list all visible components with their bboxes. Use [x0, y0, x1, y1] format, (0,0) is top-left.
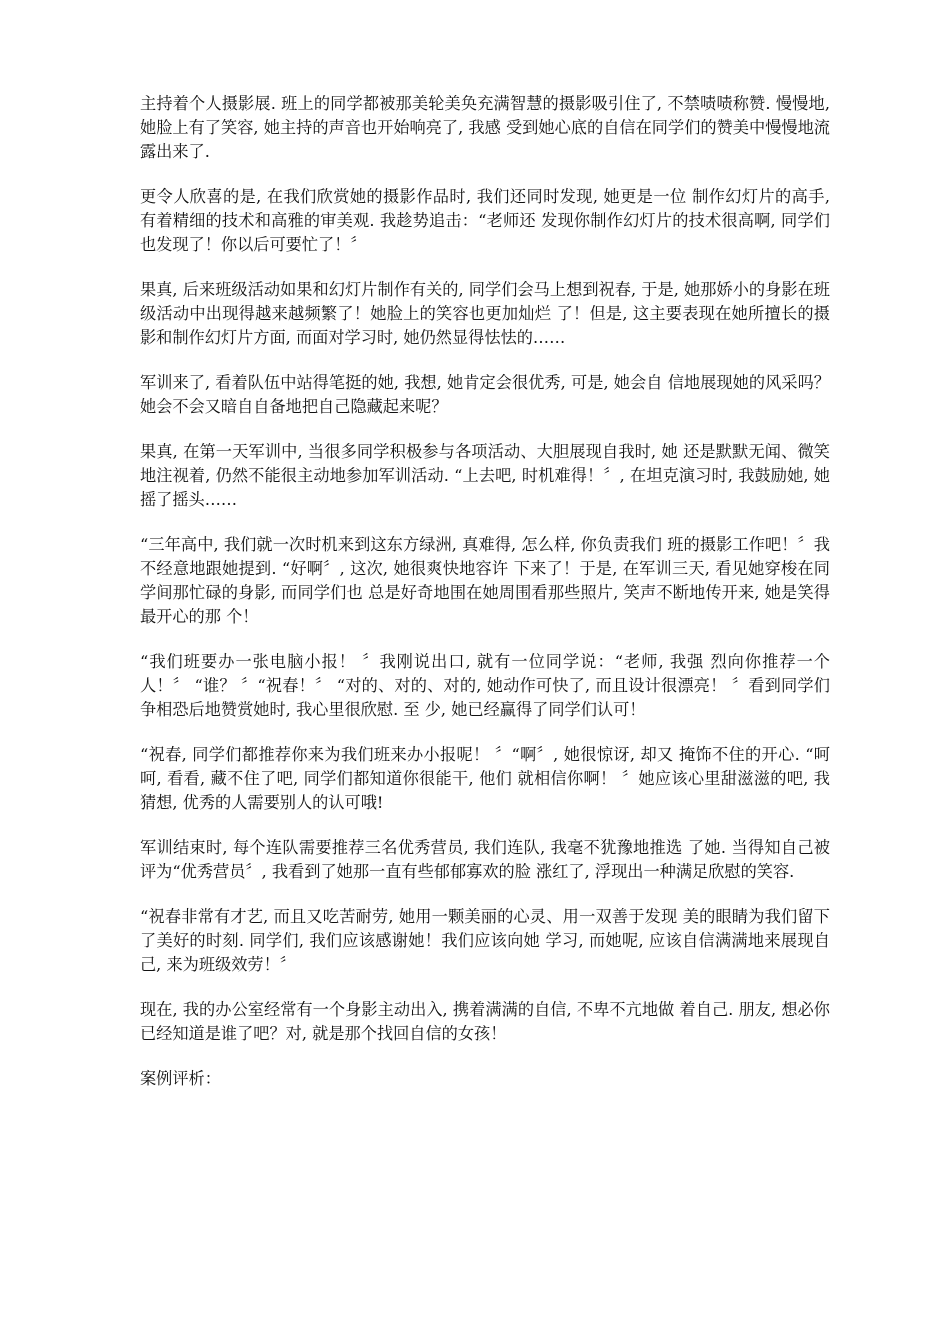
- paragraph: 更令人欣喜的是, 在我们欣赏她的摄影作品时, 我们还同时发现, 她更是一位 制作幻灯片的高手, 有着精细的技术和高雅的审美观. 我趁势追击：“老师还 发现你制作幻灯片的技术很高啊, 同学们也发现了！你以后可要忙了！〞: [140, 187, 830, 254]
- paragraph: “我们班要办一张电脑小报！ 〞我刚说出口, 就有一位同学说：“老师, 我强 烈向你推荐一个人！〞 “谁？ 〞“祝春！〞 “对的、对的、对的, 她动作可快了, 而且设计很漂亮！ 〞看到同学们争相恐后地赞赏她时, 我心里很欣慰. 至 少, 她已经赢得了同学们认可！: [140, 652, 830, 719]
- paragraph: “三年高中, 我们就一次时机来到这东方绿洲, 真难得, 怎么样, 你负责我们 班的摄影工作吧！〞我不经意地跟她提到. “好啊〞, 这次, 她很爽快地容许 下来了！于是, 在军训三天, 看见她穿梭在同学间那忙碌的身影, 而同学们也 总是好奇地围在她周围看那些照片, 笑声不断地传开来, 她是笑得最开心的那 个！: [140, 535, 830, 626]
- paragraph: 现在, 我的办公室经常有一个身影主动出入, 携着满满的自信, 不卑不亢地做 着自己. 朋友, 想必你已经知道是谁了吧？对, 就是那个找回自信的女孩！: [140, 1000, 830, 1043]
- paragraph: 军训结束时, 每个连队需要推荐三名优秀营员, 我们连队, 我毫不犹豫地推选 了她. 当得知自己被评为“优秀营员〞, 我看到了她那一直有些郁郁寡欢的脸 涨红了, 浮现出一种满足欣慰的笑容.: [140, 838, 830, 881]
- paragraph: “祝春, 同学们都推荐你来为我们班来办小报呢！ 〞“啊〞, 她很惊讶, 却又 掩饰不住的开心. “呵呵, 看看, 藏不住了吧, 同学们都知道你很能干, 他们 就相信你啊！ 〞她应该心里甜滋滋的吧, 我猜想, 优秀的人需要别人的认可哦!: [140, 745, 830, 812]
- document-body: [140, 92, 830, 1091]
- paragraph: 军训来了, 看着队伍中站得笔挺的她, 我想, 她肯定会很优秀, 可是, 她会自 信地展现她的风采吗？她会不会又暗自自备地把自己隐藏起来呢？: [140, 373, 830, 416]
- section-heading: 案例评析：: [140, 1069, 221, 1088]
- paragraph: 主持着个人摄影展. 班上的同学都被那美轮美奂充满智慧的摄影吸引住了, 不禁啧啧称赞. 慢慢地, 她脸上有了笑容, 她主持的声音也开始响亮了, 我感 受到她心底的自信在同学们的赞美中慢慢地流露出来了.: [140, 94, 830, 161]
- paragraph: 果真, 在第一天军训中, 当很多同学积极参与各项活动、大胆展现自我时, 她 还是默默无闻、微笑地注视着, 仍然不能很主动地参加军训活动. “上去吧, 时机难得！〞, 在坦克演习时, 我鼓励她, 她摇了摇头……: [140, 442, 830, 509]
- paragraph: 果真, 后来班级活动如果和幻灯片制作有关的, 同学们会马上想到祝春, 于是, 她那娇小的身影在班级活动中出现得越来越频繁了！她脸上的笑容也更加灿烂 了！但是, 这主要表现在她所擅长的摄影和制作幻灯片方面, 而面对学习时, 她仍然显得怯怯的……: [140, 280, 830, 347]
- paragraph: “祝春非常有才艺, 而且又吃苦耐劳, 她用一颗美丽的心灵、用一双善于发现 美的眼睛为我们留下了美好的时刻. 同学们, 我们应该感谢她！我们应该向她 学习, 而她呢, 应该自信满满地来展现自己, 来为班级效劳！〞: [140, 907, 830, 974]
